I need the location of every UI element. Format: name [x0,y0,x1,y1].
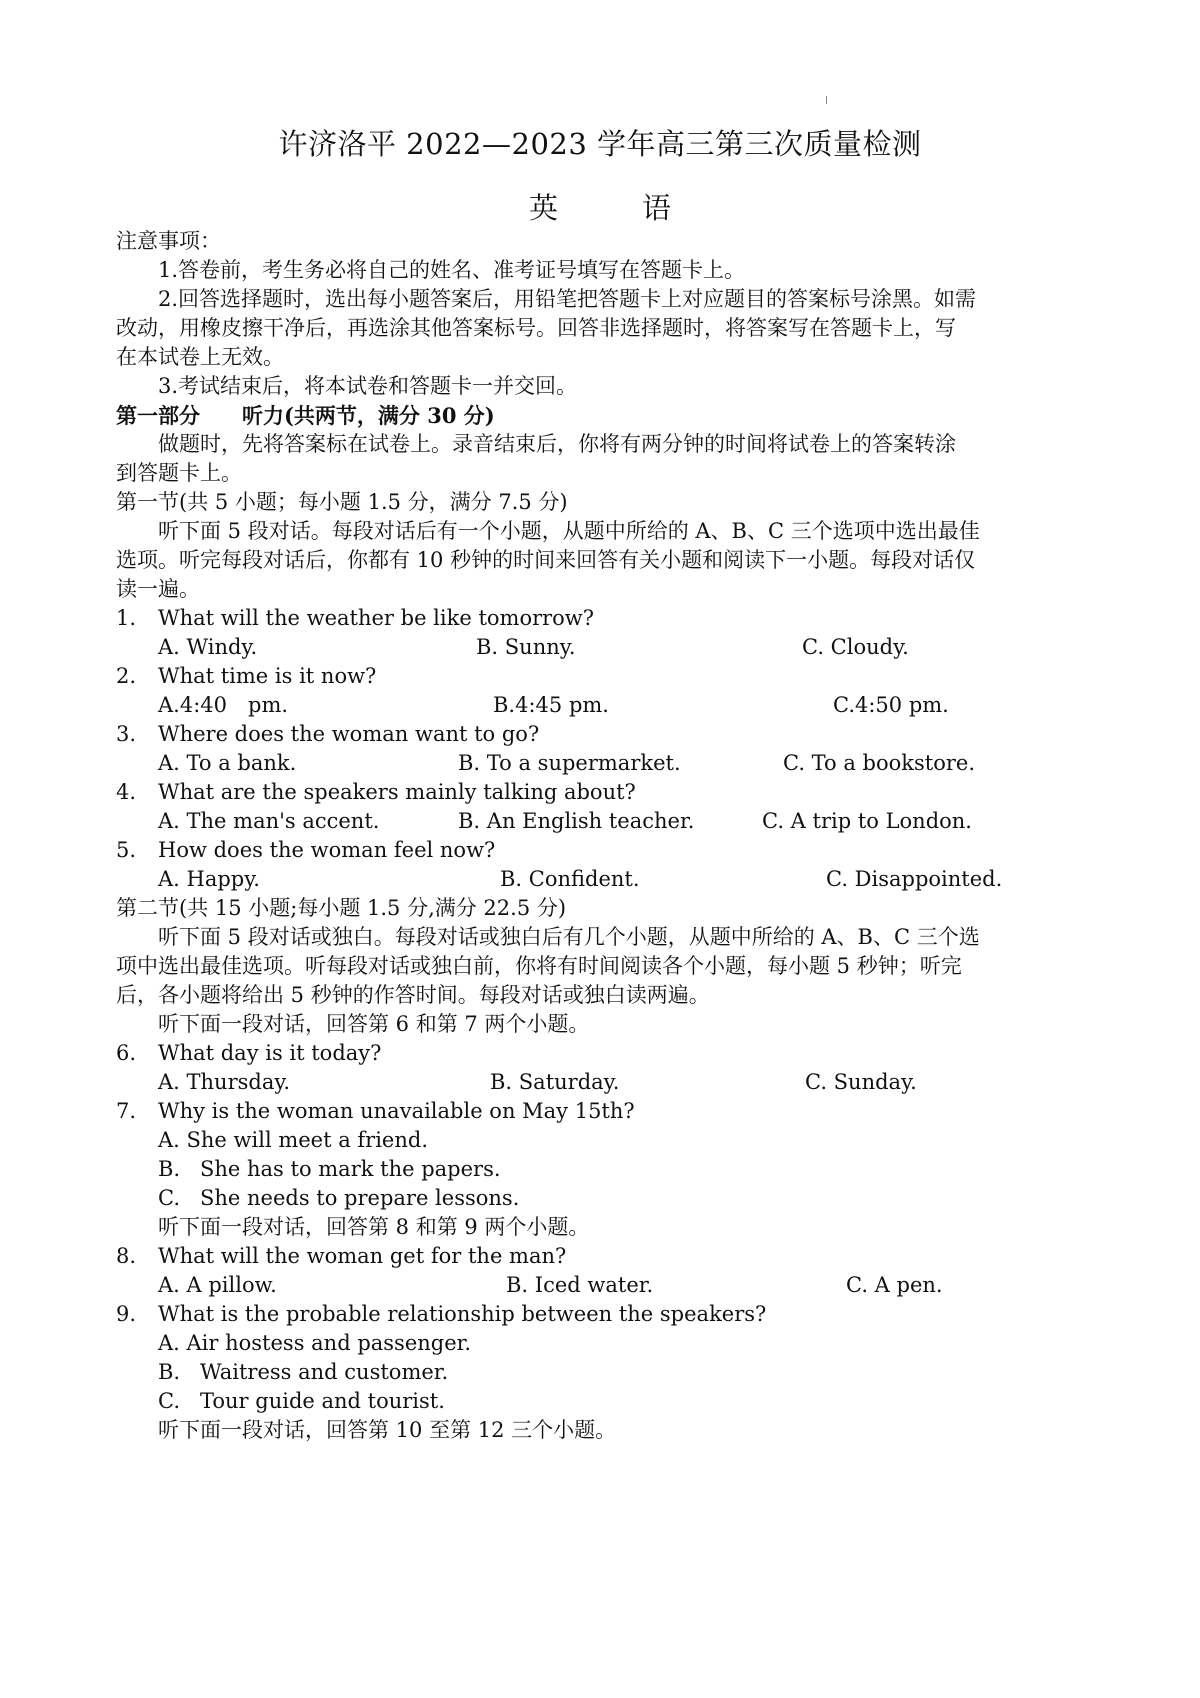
part1-intro-line-1: 做题时，先将答案标在试卷上。录音结束后，你将有两分钟的时间将试卷上的答案转涂 [158,432,956,456]
exam-title: 许济洛平 2022—2023 学年高三第三次质量检测 [278,127,922,161]
question-text: How does the woman feel now? [158,838,496,862]
question-text: What will the woman get for the man? [158,1244,567,1268]
option-label: C. [158,1186,180,1210]
option-c [158,1183,519,1214]
option-c: C. Cloudy. [802,635,909,659]
option-b: B. Sunny. [476,635,576,659]
option-b: B. Iced water. [506,1273,654,1297]
question-text: Why is the woman unavailable on May 15th? [158,1099,635,1123]
section2-heading: 第二节(共 15 小题;每小题 1.5 分,满分 22.5 分) [116,896,567,920]
option-c: C.4:50 pm. [833,693,949,717]
scan-mark [826,96,827,104]
question-text: What are the speakers mainly talking about? [158,780,636,804]
question-number: 1. [116,606,137,630]
option-b: B.4:45 pm. [493,693,609,717]
part1-heading: 第一部分 听力(共两节，满分 30 分) [116,403,495,428]
section1-intro-line-1: 听下面 5 段对话。每段对话后有一个小题，从题中所给的 A、B、C 三个选项中选出最佳 [158,519,980,543]
option-a: A. A pillow. [158,1273,277,1297]
option-a: A. Happy. [158,867,260,891]
question-text: What is the probable relationship between the speakers? [158,1302,767,1326]
option-b: B. To a supermarket. [458,751,681,775]
option-a: A. She will meet a friend. [158,1128,429,1152]
option-label: B. [158,1157,181,1181]
prompt-questions-10-12: 听下面一段对话，回答第 10 至第 12 三个小题。 [158,1418,617,1442]
section1-heading: 第一节(共 5 小题；每小题 1.5 分，满分 7.5 分) [116,490,568,514]
question-number: 4. [116,780,137,804]
option-text: She has to mark the papers. [200,1157,501,1181]
notice-item-2-line-1: 2.回答选择题时，选出每小题答案后，用铅笔把答题卡上对应题目的答案标号涂黑。如需 [158,287,977,311]
section1-intro-line-2: 选项。听完每段对话后，你都有 10 秒钟的时间来回答有关小题和阅读下一小题。每段对话仅 [116,548,976,572]
option-a: A. The man's accent. [158,809,380,833]
option-b: B. Saturday. [490,1070,620,1094]
option-c: C. To a bookstore. [783,751,976,775]
option-b: B. Confident. [500,867,640,891]
question-number: 5. [116,838,137,862]
option-c: C. Disappointed. [826,867,1003,891]
question-number: 3. [116,722,137,746]
option-c: C. Sunday. [805,1070,917,1094]
option-a: A. To a bank. [158,751,297,775]
option-c: C. A pen. [846,1273,943,1297]
notice-item-2-line-3: 在本试卷上无效。 [116,345,284,369]
question-number: 8. [116,1244,137,1268]
section2-intro-line-1: 听下面 5 段对话或独白。每段对话或独白后有几个小题，从题中所给的 A、B、C 三个选 [158,925,980,949]
prompt-questions-6-7: 听下面一段对话，回答第 6 和第 7 两个小题。 [158,1012,590,1036]
option-c [158,1386,445,1417]
option-label: B. [158,1360,181,1384]
part1-intro-line-2: 到答题卡上。 [116,461,242,485]
question-text: What time is it now? [158,664,377,688]
question-number: 9. [116,1302,137,1326]
option-text: She needs to prepare lessons. [200,1186,520,1210]
question-number: 6. [116,1041,137,1065]
option-text: Tour guide and tourist. [200,1389,445,1413]
option-a: A. Air hostess and passenger. [158,1331,472,1355]
option-b [158,1357,448,1388]
notice-heading: 注意事项： [116,229,221,253]
section1-intro-line-3: 读一遍。 [116,577,200,601]
option-c: C. A trip to London. [762,809,972,833]
subject-char-1: 英 [528,191,558,225]
subject-title [0,188,1200,228]
notice-item-2-line-2: 改动，用橡皮擦干净后，再选涂其他答案标号。回答非选择题时，将答案写在答题卡上，写 [116,316,956,340]
notice-item-3: 3.考试结束后，将本试卷和答题卡一并交回。 [158,374,578,398]
question-number: 7. [116,1099,137,1123]
question-text: Where does the woman want to go? [158,722,540,746]
section2-intro-line-2: 项中选出最佳选项。听每段对话或独白前，你将有时间阅读各个小题，每小题 5 秒钟；听完 [116,954,962,978]
option-label: C. [158,1389,180,1413]
option-text: Waitress and customer. [200,1360,449,1384]
notice-item-1: 1.答卷前，考生务必将自己的姓名、准考证号填写在答题卡上。 [158,258,746,282]
option-b: B. An English teacher. [458,809,695,833]
option-b [158,1154,501,1185]
option-a: A. Windy. [158,635,258,659]
question-text: What will the weather be like tomorrow? [158,606,595,630]
option-a: A. Thursday. [158,1070,291,1094]
subject-char-2: 语 [642,191,672,225]
option-a: A.4:40 pm. [158,693,289,717]
prompt-questions-8-9: 听下面一段对话，回答第 8 和第 9 两个小题。 [158,1215,590,1239]
section2-intro-line-3: 后，各小题将给出 5 秒钟的作答时间。每段对话或独白读两遍。 [116,983,710,1007]
question-number: 2. [116,664,137,688]
question-text: What day is it today? [158,1041,382,1065]
